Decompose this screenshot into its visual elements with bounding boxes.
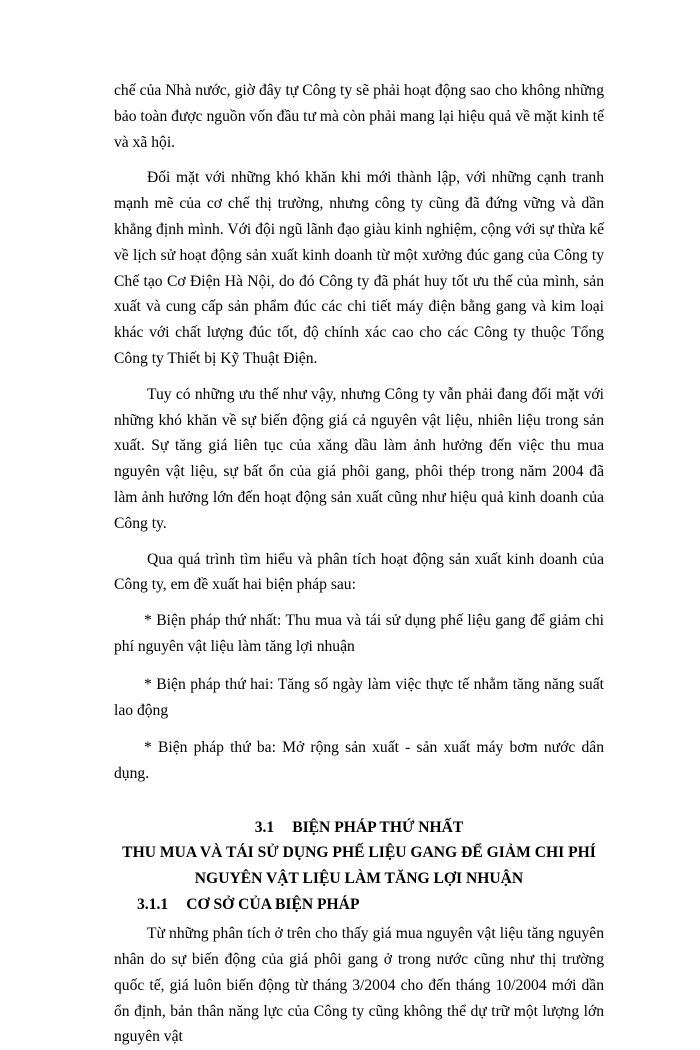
subsection-title: CƠ SỞ CỦA BIỆN PHÁP <box>186 896 360 914</box>
paragraph-intro: chế của Nhà nước, giờ đây tự Công ty sẽ phải hoạt động sao cho không những bảo toàn được nguồn vốn đầu tư mà còn phải mang lại hiệu quả về mặt kinh tế và xã hội. <box>114 82 604 151</box>
paragraph-challenges: Đối mặt với những khó khăn khi mới thành lập, với những cạnh tranh mạnh mẽ của cơ chế thị trường, nhưng công ty cũng đã đứng vững và dần khẳng định mình. Với đội ngũ lãnh đạo giàu kinh nghiệm, cộng với sự thừa kế về lịch sử hoạt động sản xuất kinh doanh từ một xưởng đúc gang của Công ty Chế tạo Cơ Điện Hà Nội, do đó Công ty đã phát huy tốt ưu thế của mình, sản xuất và cung cấp sản phẩm đúc các chi tiết máy điện bằng gang và kim loại khác với chất lượng đúc tốt, độ chính xác cao cho các Công ty thuộc Tổng Công ty Thiết bị Kỹ Thuật Điện. <box>114 169 604 367</box>
section-subtitle-line-1: THU MUA VÀ TÁI SỬ DỤNG PHẾ LIỆU GANG ĐỂ GIẢM CHI PHÍ <box>122 844 596 862</box>
bullet-measure-2: * Biện pháp thứ hai: Tăng số ngày làm việc thực tế nhằm tăng năng suất lao động <box>114 675 604 719</box>
section-subtitle-line-2: NGUYÊN VẬT LIỆU LÀM TĂNG LỢI NHUẬN <box>194 869 524 887</box>
paragraph-difficulties: Tuy có những ưu thế như vậy, nhưng Công ty vẫn phải đang đối mặt với những khó khăn về sự biến động giá cả nguyên vật liệu, nhiên liệu trong sản xuất. Sự tăng giá liên tục của xăng dầu làm ảnh hưởng đến việc thu mua nguyên vật liệu, sự bất ổn của giá phôi gang, phôi thép trong năm 2004 đã làm ảnh hưởng lớn đến hoạt động sản xuất cũng như hiệu quả kinh doanh của Công ty. <box>114 385 604 532</box>
section-number: 3.1 <box>254 818 275 836</box>
subsection-heading <box>137 892 604 918</box>
paragraph-proposal: Qua quá trình tìm hiểu và phân tích hoạt động sản xuất kinh doanh của Công ty, em đề xuất hai biện pháp sau: <box>114 550 604 594</box>
bullet-measure-3: * Biện pháp thứ ba: Mở rộng sản xuất - sản xuất máy bơm nước dân dụng. <box>114 739 604 783</box>
section-title: BIỆN PHÁP THỨ NHẤT <box>292 818 464 836</box>
section-title-line <box>114 815 604 841</box>
bullet-measure-1: * Biện pháp thứ nhất: Thu mua và tái sử dụng phế liệu gang để giảm chi phí nguyên vật liệu làm tăng lợi nhuận <box>114 612 604 655</box>
section-heading <box>114 815 604 892</box>
subsection-number: 3.1.1 <box>137 896 169 914</box>
paragraph-basis: Từ những phân tích ở trên cho thấy giá mua nguyên vật liệu tăng nguyên nhân do sự biến động của giá phôi gang ở trong nước cũng như thị trường quốc tế, giá luôn biến động từ tháng 3/2004 cho đến tháng 10/2004 mới dần ổn định, bản thân năng lực của Công ty cũng không thể dự trữ một lượng lớn nguyên vật <box>114 925 604 1046</box>
